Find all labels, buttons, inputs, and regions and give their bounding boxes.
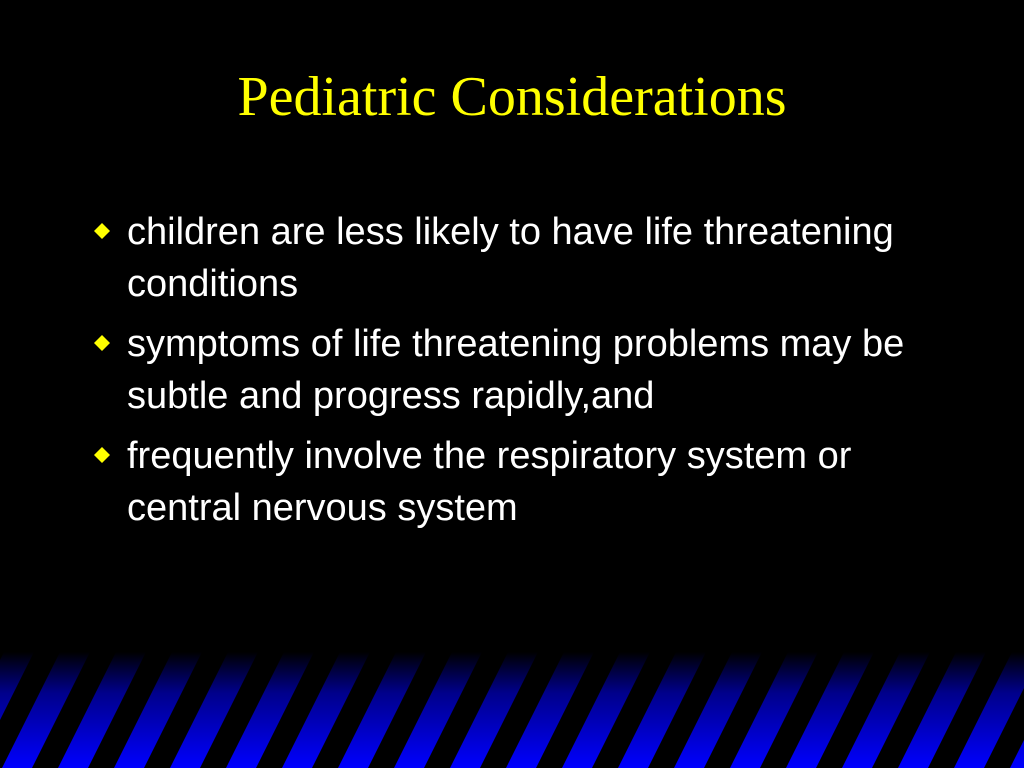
bullet-text: frequently involve the respiratory system or central nervous system	[127, 435, 852, 529]
yellow-diamond-icon	[94, 447, 110, 463]
decorative-stripe-band	[0, 652, 1024, 768]
bullet-item	[92, 318, 952, 422]
bullet-text: symptoms of life threatening problems may be subtle and progress rapidly,and	[127, 323, 905, 417]
bullet-text: children are less likely to have life threatening conditions	[127, 211, 894, 305]
bullet-list	[92, 206, 952, 542]
slide-title: Pediatric Considerations	[237, 66, 787, 128]
yellow-diamond-icon	[94, 335, 110, 351]
bullet-item	[92, 206, 952, 310]
bullet-item	[92, 430, 952, 534]
yellow-diamond-icon	[94, 223, 110, 239]
